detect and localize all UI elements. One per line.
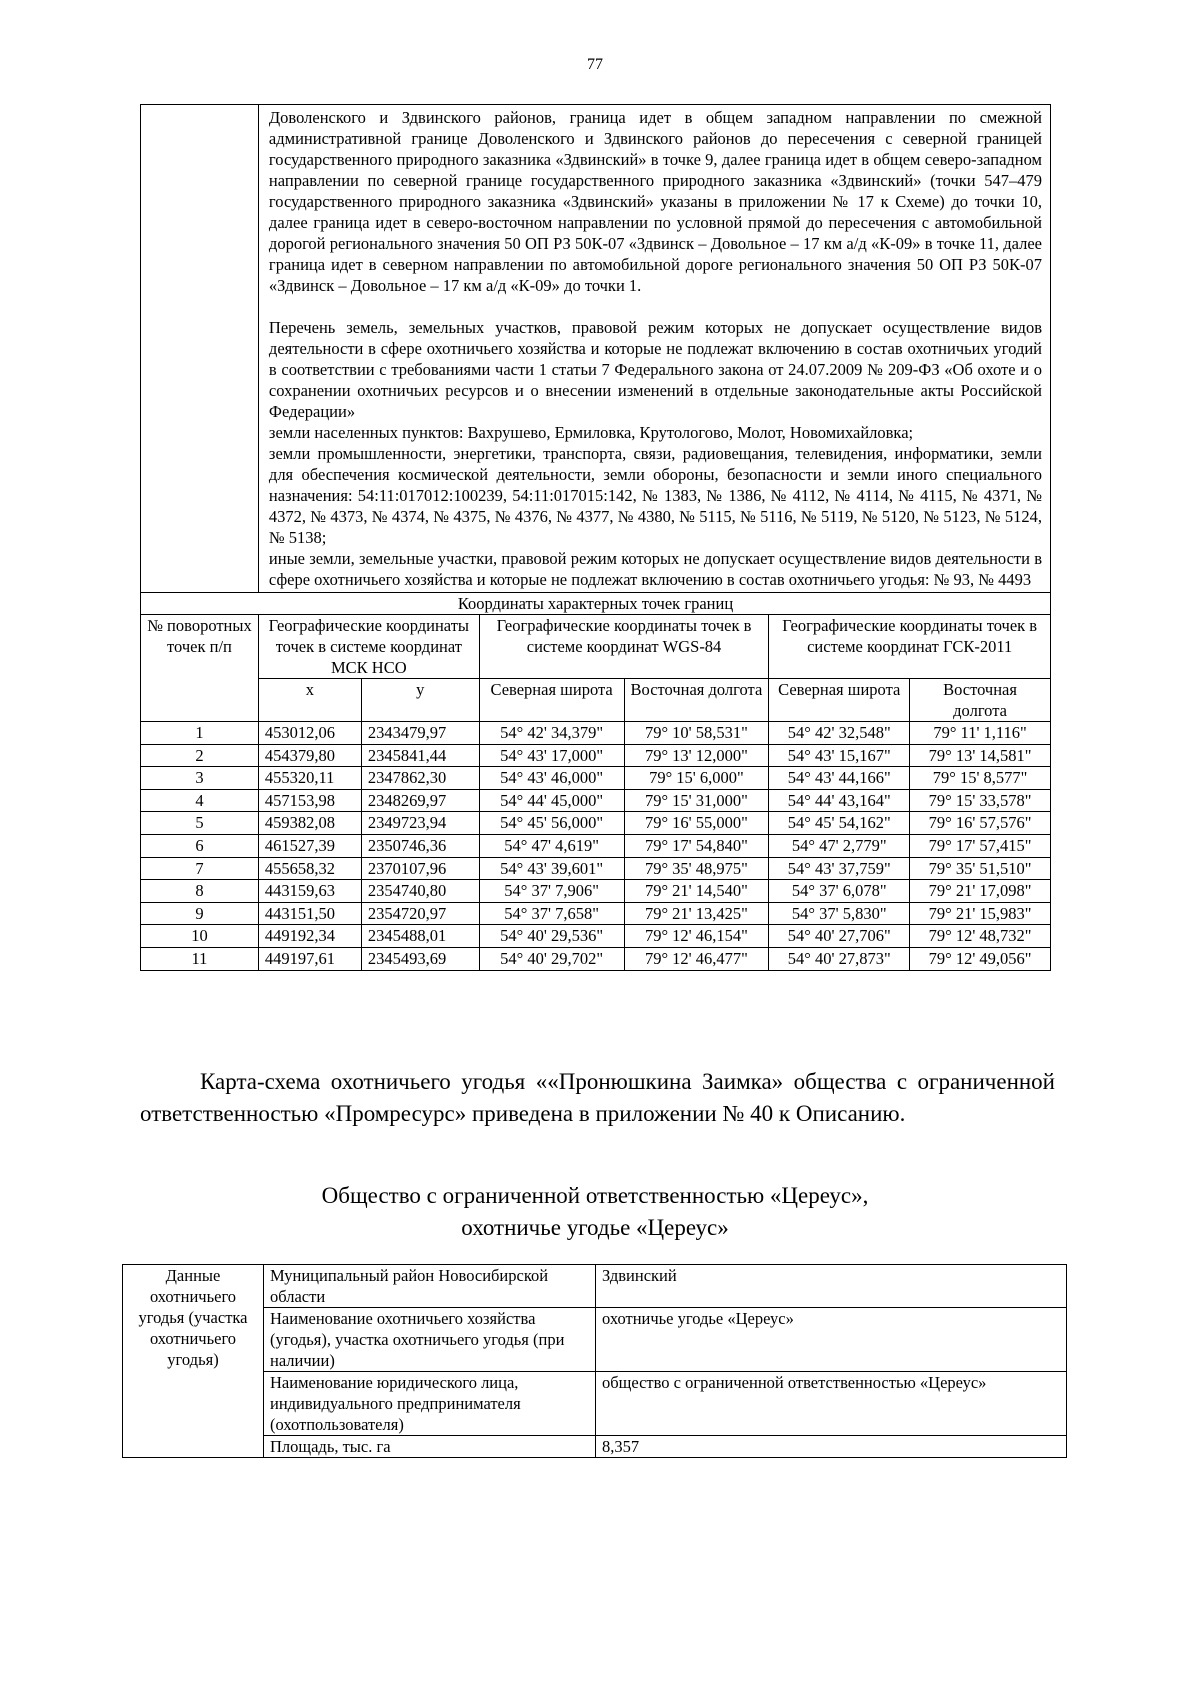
table-cell: 54° 37' 7,658" [479, 902, 624, 925]
table-cell: 2354720,97 [361, 902, 479, 925]
table-cell: 8 [141, 880, 259, 903]
table-cell: 5 [141, 812, 259, 835]
empty-cell [141, 105, 259, 593]
table-row [141, 925, 1051, 948]
table-cell: 79° 13' 14,581" [910, 744, 1051, 767]
info-key: Площадь, тыс. га [264, 1436, 596, 1458]
table-cell: 54° 43' 37,759" [769, 857, 910, 880]
table-cell: 79° 12' 48,732" [910, 925, 1051, 948]
table-cell: 79° 15' 33,578" [910, 789, 1051, 812]
info-value: охотничье угодье «Цереус» [596, 1308, 1067, 1372]
table-cell: 9 [141, 902, 259, 925]
table-row [141, 812, 1051, 835]
table-cell: 54° 43' 15,167" [769, 744, 910, 767]
header-gsk-lon: Восточная долгота [910, 679, 1051, 722]
table-cell: 79° 21' 17,098" [910, 880, 1051, 903]
header-gsk: Географические координаты точек в системе координат ГСК-2011 [769, 615, 1051, 679]
coords-title: Координаты характерных точек границ [141, 593, 1051, 615]
table-row [141, 857, 1051, 880]
table-cell: 2350746,36 [361, 834, 479, 857]
table-cell: 459382,08 [258, 812, 361, 835]
table-row [141, 834, 1051, 857]
table-cell: 79° 10' 58,531" [624, 722, 769, 745]
table-cell: 54° 40' 27,706" [769, 925, 910, 948]
table-cell: 54° 40' 27,873" [769, 947, 910, 970]
table-cell: 54° 44' 45,000" [479, 789, 624, 812]
table-cell: 79° 21' 14,540" [624, 880, 769, 903]
section-title-line-2: охотничье угодье «Цереус» [461, 1215, 729, 1240]
table-cell: 54° 37' 5,830" [769, 902, 910, 925]
table-cell: 449197,61 [258, 947, 361, 970]
table-row [141, 880, 1051, 903]
table-cell: 54° 43' 46,000" [479, 767, 624, 790]
lands-intro: Перечень земель, земельных участков, правовой режим которых не допускает осуществление видов деятельности в сфере охотничьего хозяйства и которые не подлежат включению в состав охотничьих угодий в соответствии с требованиями части 1 статьи 7 Федерального закона от 24.07.2009 № 209-ФЗ «Об охоте и о сохранении охотничьих ресурсов и о внесении изменений в отдельные законодательные акты Российской Федерации» [268, 318, 1042, 421]
table-cell: 54° 47' 2,779" [769, 834, 910, 857]
table-cell: 449192,34 [258, 925, 361, 948]
lands-settlements: земли населенных пунктов: Вахрушево, Ермиловка, Крутологово, Молот, Новомихайловка; [268, 423, 914, 442]
table-cell: 79° 12' 46,477" [624, 947, 769, 970]
info-value: 8,357 [596, 1436, 1067, 1458]
table-cell: 79° 11' 1,116" [910, 722, 1051, 745]
header-msk: Географические координаты точек в системе координат МСК НСО [258, 615, 479, 679]
lands-other: иные земли, земельные участки, правовой режим которых не допускает осуществление видов деятельности в сфере охотничьего хозяйства и которые не подлежат включению в состав охотничьего угодья: № 93, № 4493 [268, 549, 1042, 589]
table-cell: 54° 45' 54,162" [769, 812, 910, 835]
table-cell: 54° 37' 7,906" [479, 880, 624, 903]
info-value: Здвинский [596, 1265, 1067, 1308]
boundary-text: Доволенского и Здвинского районов, граница идет в общем западном направлении по смежной административной границе Доволенского и Здвинского районов до пересечения с северной границей государственного природного заказника «Здвинский» в точке 9, далее граница идет в общем северо-западном направлении по северной границе государственного природного заказника «Здвинский» (точки 547–479 государственного природного заказника «Здвинский» указаны в приложении № 17 к Схеме) до точки 10, далее граница идет в северо-восточном направлении по условной прямой до пересечения с автомобильной дорогой регионального значения 50 ОП РЗ 50К-07 «Здвинск – Довольное – 17 км а/д «К-09» в точке 11, далее граница идет в северном направлении по автомобильной дороге регионального значения 50 ОП РЗ 50К-07 «Здвинск – Довольное – 17 км а/д «К-09» до точки 1. [268, 108, 1042, 295]
table-cell: 2345493,69 [361, 947, 479, 970]
table-cell: 79° 17' 57,415" [910, 834, 1051, 857]
table-cell: 443159,63 [258, 880, 361, 903]
table-cell: 54° 45' 56,000" [479, 812, 624, 835]
boundary-description-cell [258, 105, 1050, 593]
table-cell: 54° 40' 29,536" [479, 925, 624, 948]
table-cell: 79° 15' 8,577" [910, 767, 1051, 790]
table-cell: 6 [141, 834, 259, 857]
table-cell: 54° 47' 4,619" [479, 834, 624, 857]
table-cell: 11 [141, 947, 259, 970]
table-row [141, 902, 1051, 925]
info-key: Наименование охотничьего хозяйства (угодья), участка охотничьего угодья (при наличии) [264, 1308, 596, 1372]
header-wgs: Географические координаты точек в системе координат WGS-84 [479, 615, 769, 679]
table-cell: 54° 40' 29,702" [479, 947, 624, 970]
table-cell: 79° 12' 49,056" [910, 947, 1051, 970]
info-key: Наименование юридического лица, индивидуального предпринимателя (охотпользователя) [264, 1372, 596, 1436]
table-cell: 453012,06 [258, 722, 361, 745]
table-cell: 79° 21' 15,983" [910, 902, 1051, 925]
table-cell: 54° 43' 44,166" [769, 767, 910, 790]
header-wgs-lon: Восточная долгота [624, 679, 769, 722]
hunting-ground-info-table [122, 1264, 1067, 1458]
table-cell: 1 [141, 722, 259, 745]
table-cell: 54° 43' 17,000" [479, 744, 624, 767]
table-cell: 79° 15' 6,000" [624, 767, 769, 790]
table-cell: 2345841,44 [361, 744, 479, 767]
table-cell: 2348269,97 [361, 789, 479, 812]
table-cell: 79° 13' 12,000" [624, 744, 769, 767]
table-cell: 79° 15' 31,000" [624, 789, 769, 812]
table-cell: 79° 21' 13,425" [624, 902, 769, 925]
info-value: общество с ограниченной ответственностью «Цереус» [596, 1372, 1067, 1436]
table-cell: 10 [141, 925, 259, 948]
table-cell: 2343479,97 [361, 722, 479, 745]
table-cell: 455320,11 [258, 767, 361, 790]
table-cell: 461527,39 [258, 834, 361, 857]
table-cell: 2370107,96 [361, 857, 479, 880]
table-cell: 79° 17' 54,840" [624, 834, 769, 857]
table-cell: 54° 43' 39,601" [479, 857, 624, 880]
table-cell: 54° 37' 6,078" [769, 880, 910, 903]
table-cell: 79° 16' 55,000" [624, 812, 769, 835]
table-cell: 54° 42' 32,548" [769, 722, 910, 745]
table-cell: 443151,50 [258, 902, 361, 925]
table-row [141, 767, 1051, 790]
table-cell: 79° 35' 48,975" [624, 857, 769, 880]
table-cell: 79° 16' 57,576" [910, 812, 1051, 835]
map-paragraph: Карта-схема охотничьего угодья ««Пронюшкина Заимка» общества с ограниченной ответственностью «Промресурс» приведена в приложении № 40 к Описанию. [140, 1069, 1055, 1126]
info-key: Муниципальный район Новосибирской области [264, 1265, 596, 1308]
header-x: x [258, 679, 361, 722]
page-number: 77 [587, 56, 603, 73]
table-cell: 2345488,01 [361, 925, 479, 948]
table-cell: 2347862,30 [361, 767, 479, 790]
header-y: y [361, 679, 479, 722]
table-cell: 7 [141, 857, 259, 880]
header-gsk-lat: Северная широта [769, 679, 910, 722]
table-cell: 79° 35' 51,510" [910, 857, 1051, 880]
table-cell: 2349723,94 [361, 812, 479, 835]
section-title-line-1: Общество с ограниченной ответственностью «Цереус», [321, 1183, 869, 1208]
header-num: № поворотных точек п/п [141, 615, 259, 722]
table-row [141, 789, 1051, 812]
table-row [141, 947, 1051, 970]
table-row [141, 722, 1051, 745]
table-cell: 454379,80 [258, 744, 361, 767]
table-cell: 2 [141, 744, 259, 767]
table-row [141, 744, 1051, 767]
boundary-table [140, 104, 1051, 971]
table-cell: 2354740,80 [361, 880, 479, 903]
info-label: Данные охотничьего угодья (участка охотничьего угодья) [123, 1265, 264, 1458]
table-cell: 4 [141, 789, 259, 812]
table-cell: 455658,32 [258, 857, 361, 880]
table-cell: 79° 12' 46,154" [624, 925, 769, 948]
header-wgs-lat: Северная широта [479, 679, 624, 722]
lands-industry: земли промышленности, энергетики, транспорта, связи, радиовещания, телевидения, информатики, земли для обеспечения космической деятельности, земли обороны, безопасности и земли иного специального назначения: 54:11:017012:100239, 54:11:017015:142, № 1383, № 1386, № 4112, № 4114, № 4115, № 4371, № 4372, № 4373, № 4374, № 4375, № 4376, № 4377, № 4380, № 5115, № 5116, № 5119, № 5120, № 5123, № 5124, № 5138; [268, 444, 1042, 547]
table-cell: 54° 44' 43,164" [769, 789, 910, 812]
table-cell: 3 [141, 767, 259, 790]
table-cell: 54° 42' 34,379" [479, 722, 624, 745]
table-cell: 457153,98 [258, 789, 361, 812]
section-title [0, 1180, 1190, 1244]
